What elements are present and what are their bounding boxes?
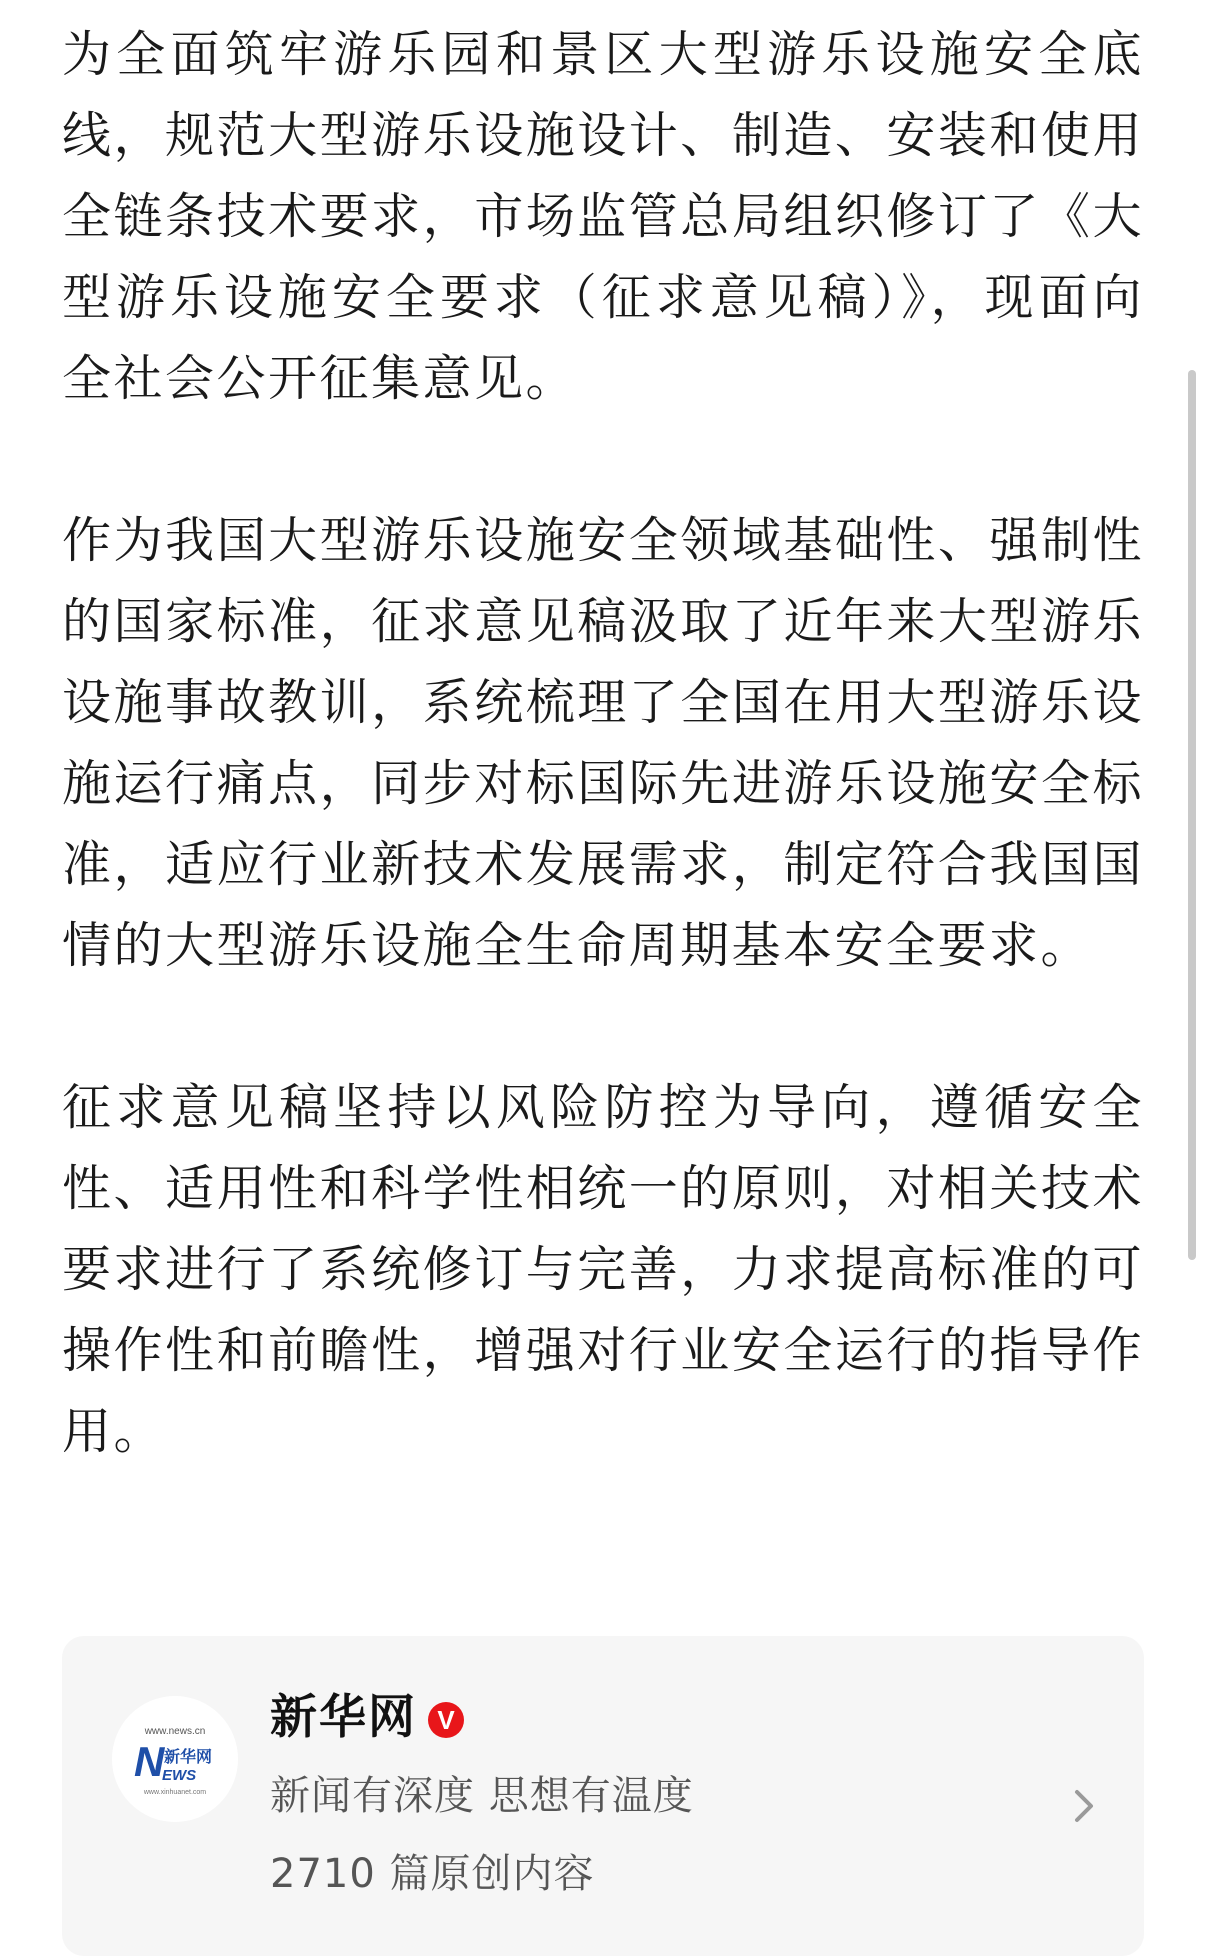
scrollbar[interactable] — [1188, 370, 1196, 1260]
logo-top-text: www.news.cn — [144, 1726, 206, 1737]
account-name: 新华网 — [270, 1690, 417, 1745]
article-body — [62, 14, 1144, 1553]
svg-text:EWS: EWS — [162, 1767, 197, 1784]
account-slogan: 新闻有深度 思想有温度 — [270, 1773, 694, 1819]
article-paragraph: 征求意见稿坚持以风险防控为导向，遵循安全性、适用性和科学性相统一的原则，对相关技术要求进行了系统修订与完善，力求提高标准的可操作性和前瞻性，增强对行业安全运行的指导作用。 — [62, 1079, 1144, 1460]
article-paragraph: 作为我国大型游乐设施安全领域基础性、强制性的国家标准，征求意见稿汲取了近年来大型游乐设施事故教训，系统梳理了全国在用大型游乐设施运行痛点，同步对标国际先进游乐设施安全标准，适应行业新技术发展需求，制定符合我国国情的大型游乐设施全生命周期基本安全要求。 — [62, 512, 1144, 974]
verified-badge-icon: V — [428, 1702, 464, 1738]
chevron-right-icon[interactable] — [1067, 1786, 1103, 1826]
logo-bottom-text: www.xinhuanet.com — [143, 1789, 207, 1796]
xinhua-logo-icon — [112, 1696, 238, 1822]
source-account-card[interactable] — [62, 1636, 1144, 1956]
article-paragraph: 为全面筑牢游乐园和景区大型游乐设施安全底线，规范大型游乐设施设计、制造、安装和使用全链条技术要求，市场监管总局组织修订了《大型游乐设施安全要求（征求意见稿）》，现面向全社会公开征集意见。 — [62, 26, 1144, 407]
original-article-count: 2710 篇原创内容 — [270, 1851, 595, 1897]
logo-brand-cn: 新华网 — [164, 1747, 213, 1766]
svg-text:N: N — [134, 1738, 165, 1785]
